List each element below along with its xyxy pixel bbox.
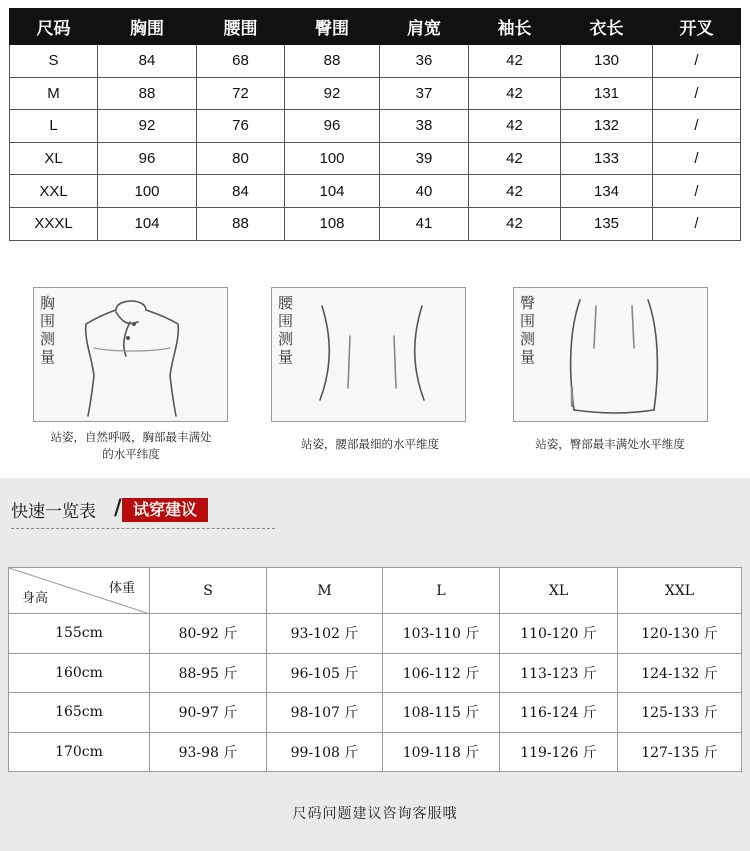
size-header: XXL [618,568,742,614]
dashed-divider [11,528,275,529]
table-cell: XXL [10,175,98,208]
table-cell: XXXL [10,207,98,240]
table-cell: 68 [197,45,285,78]
corner-cell [9,568,150,614]
table-row [10,207,741,240]
quick-reference-title: 快速一览表 [11,502,96,522]
table-cell: 42 [469,207,561,240]
weight-cell: 113-123 斤 [500,653,618,693]
chest-measure-caption [20,429,242,463]
waist-measure-label: 腰围测量 [278,294,294,366]
size-chart-table [9,8,741,241]
weight-cell: 93-98 斤 [150,732,267,772]
table-cell: 104 [98,207,197,240]
hip-measure-label: 臀围测量 [520,294,536,366]
table-cell: 42 [469,77,561,110]
table-cell: 96 [98,142,197,175]
fitting-advice-tag: 试穿建议 [122,498,208,522]
weight-cell: 98-107 斤 [267,693,383,733]
table-cell: 108 [285,207,380,240]
height-weight-table [8,567,742,772]
table-cell: L [10,110,98,143]
waist-measure-card [271,287,466,422]
size-header: L [383,568,500,614]
weight-cell: 106-112 斤 [383,653,500,693]
table-row [10,110,741,143]
hip-measure-caption: 站姿，臀部最丰满处水平维度 [535,437,685,451]
table-cell: 84 [197,175,285,208]
table-cell: 133 [561,142,653,175]
size-header: M [267,568,383,614]
height-cell: 165cm [9,693,150,733]
table-cell: 76 [197,110,285,143]
corner-height-label: 身高 [22,591,49,606]
header-shoulder: 肩宽 [380,9,469,45]
header-size: 尺码 [10,9,98,45]
weight-cell: 96-105 斤 [267,653,383,693]
chest-caption-line2: 的水平纬度 [102,447,160,461]
table-cell: 132 [561,110,653,143]
table-cell: M [10,77,98,110]
table-cell: 39 [380,142,469,175]
table-cell: 42 [469,45,561,78]
hip-illustration [514,288,709,423]
table-cell: 100 [285,142,380,175]
weight-cell: 109-118 斤 [383,732,500,772]
header-slit: 开叉 [653,9,741,45]
size-header: XL [500,568,618,614]
weight-cell: 108-115 斤 [383,693,500,733]
title-separator: / [114,494,122,519]
table-row [10,142,741,175]
header-waist: 腰围 [197,9,285,45]
height-cell: 155cm [9,614,150,654]
table-cell: 36 [380,45,469,78]
table-cell: 131 [561,77,653,110]
table-cell: 104 [285,175,380,208]
table-cell: 42 [469,142,561,175]
table-cell: 37 [380,77,469,110]
table-cell: 88 [285,45,380,78]
table-cell: S [10,45,98,78]
table-row [10,45,741,78]
height-cell: 170cm [9,732,150,772]
size-chart-header-row [10,9,741,45]
table-cell: 38 [380,110,469,143]
hip-measure-card [513,287,708,422]
table-cell: 84 [98,45,197,78]
table-cell: 42 [469,175,561,208]
table-cell: / [653,45,741,78]
header-chest: 胸围 [98,9,197,45]
weight-cell: 127-135 斤 [618,732,742,772]
weight-cell: 80-92 斤 [150,614,267,654]
table-cell: 92 [98,110,197,143]
weight-cell: 120-130 斤 [618,614,742,654]
table-cell: 40 [380,175,469,208]
table-row [9,653,742,693]
waist-illustration [272,288,467,423]
weight-cell: 88-95 斤 [150,653,267,693]
table-cell: / [653,207,741,240]
corner-weight-label: 体重 [108,581,135,596]
table-cell: 130 [561,45,653,78]
table-cell: / [653,110,741,143]
table-cell: / [653,142,741,175]
table-cell: 42 [469,110,561,143]
weight-cell: 125-133 斤 [618,693,742,733]
table-cell: 88 [98,77,197,110]
table-cell: 96 [285,110,380,143]
weight-table-header-row [9,568,742,614]
table-row [10,77,741,110]
weight-cell: 99-108 斤 [267,732,383,772]
table-cell: 72 [197,77,285,110]
weight-cell: 93-102 斤 [267,614,383,654]
dress-top-illustration [34,288,229,423]
chest-measure-card [33,287,228,422]
weight-cell: 90-97 斤 [150,693,267,733]
customer-service-note: 尺码问题建议咨询客服哦 [292,806,458,822]
header-sleeve: 袖长 [469,9,561,45]
table-row [10,175,741,208]
table-row [9,693,742,733]
table-row [9,732,742,772]
size-header: S [150,568,267,614]
table-cell: 100 [98,175,197,208]
header-length: 衣长 [561,9,653,45]
table-cell: 88 [197,207,285,240]
weight-cell: 103-110 斤 [383,614,500,654]
table-cell: XL [10,142,98,175]
chest-caption-line1: 站姿，自然呼吸，胸部最丰满处 [50,430,212,444]
weight-cell: 119-126 斤 [500,732,618,772]
table-cell: 135 [561,207,653,240]
table-cell: 41 [380,207,469,240]
table-cell: 80 [197,142,285,175]
weight-cell: 124-132 斤 [618,653,742,693]
weight-cell: 116-124 斤 [500,693,618,733]
table-cell: 92 [285,77,380,110]
table-row [9,614,742,654]
table-cell: 134 [561,175,653,208]
table-cell: / [653,175,741,208]
waist-measure-caption: 站姿，腰部最细的水平维度 [301,437,439,451]
height-cell: 160cm [9,653,150,693]
header-hip: 臀围 [285,9,380,45]
table-cell: / [653,77,741,110]
chest-measure-label: 胸围测量 [40,294,56,366]
weight-cell: 110-120 斤 [500,614,618,654]
